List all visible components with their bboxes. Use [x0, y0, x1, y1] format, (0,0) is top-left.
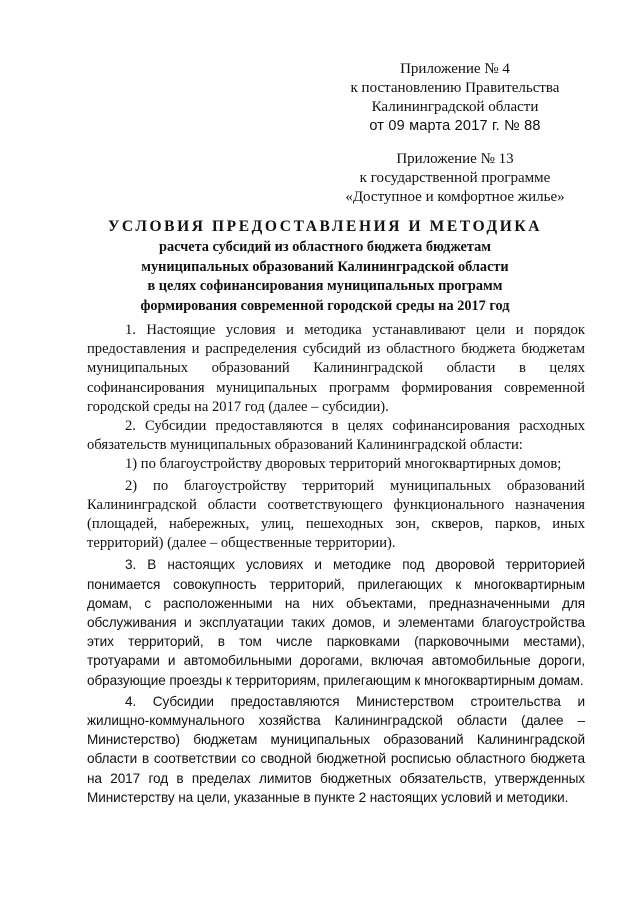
heading-caps: УСЛОВИЯ ПРЕДОСТАВЛЕНИЯ И МЕТОДИКА: [107, 218, 543, 235]
paragraph-1: 1. Настоящие условия и методика устанавливают цели и порядок предоставления и распределения субсидий из областного бюджета бюджетам муниципальных образований Калининградской области в целях софинансирования муниципальных программ формирования современной городской среды на 2017 год (далее – субсидии).: [87, 322, 585, 415]
appendix-4-block: [330, 60, 580, 136]
appendix-4-region: Калининградской области: [371, 99, 539, 115]
appendix-13-program: «Доступное и комфортное жилье»: [345, 189, 565, 205]
appendix-13-reference: к государственной программе: [359, 170, 551, 186]
heading-line-2: муниципальных образований Калининградской области: [141, 258, 509, 275]
appendix-4-title: Приложение № 4: [400, 61, 510, 77]
appendix-13-title: Приложение № 13: [396, 151, 514, 167]
heading-line-1: расчета субсидий из областного бюджета бюджетам: [159, 239, 491, 255]
appendix-4-date-number: от 09 марта 2017 г. № 88: [369, 118, 541, 134]
appendix-4-reference: к постановлению Правительства: [350, 80, 560, 96]
paragraph-2: 2. Субсидии предоставляются в целях софинансирования расходных обязательств муниципальных образований Калининградской области:: [87, 418, 585, 454]
heading-line-3: в целях софинансирования муниципальных программ: [147, 278, 503, 294]
document-body: [87, 321, 585, 807]
document-heading: [60, 216, 590, 316]
heading-line-4: формирования современной городской среды на 2017 год: [140, 297, 510, 314]
paragraph-3: 3. В настоящих условиях и методике под дворовой территорией понимается совокупность территорий, прилегающих к многоквартирным домам, с расположенными на них объектами, предназначенными для обслуживания и эксплуатации таких домов, и элементами благоустройства этих территорий, в том числе парковками (парковочными местами), тротуарами и автомобильными дорогами, включая автомобильные дороги, образующие проезды к территориям, прилегающим к многоквартирным домам.: [87, 557, 585, 688]
paragraph-2-item-2: 2) по благоустройству территорий муниципальных образований Калининградской области соответствующего функционального назначения (площадей, набережных, улиц, пешеходных зон, скверов, парков, иных территорий) (далее – общественные территории).: [87, 477, 585, 552]
appendix-13-block: [330, 150, 580, 207]
paragraph-2-item-1: 1) по благоустройству дворовых территорий многоквартирных домов;: [125, 456, 562, 473]
paragraph-4: 4. Субсидии предоставляются Министерством строительства и жилищно-коммунального хозяйства Калининградской области (далее – Министерство) бюджетам муниципальных образований Калининградской области в соответствии со сводной бюджетной росписью областного бюджета на 2017 год в пределах лимитов бюджетных обязательств, утвержденных Министерству на цели, указанные в пункте 2 настоящих условий и методики.: [87, 693, 585, 805]
